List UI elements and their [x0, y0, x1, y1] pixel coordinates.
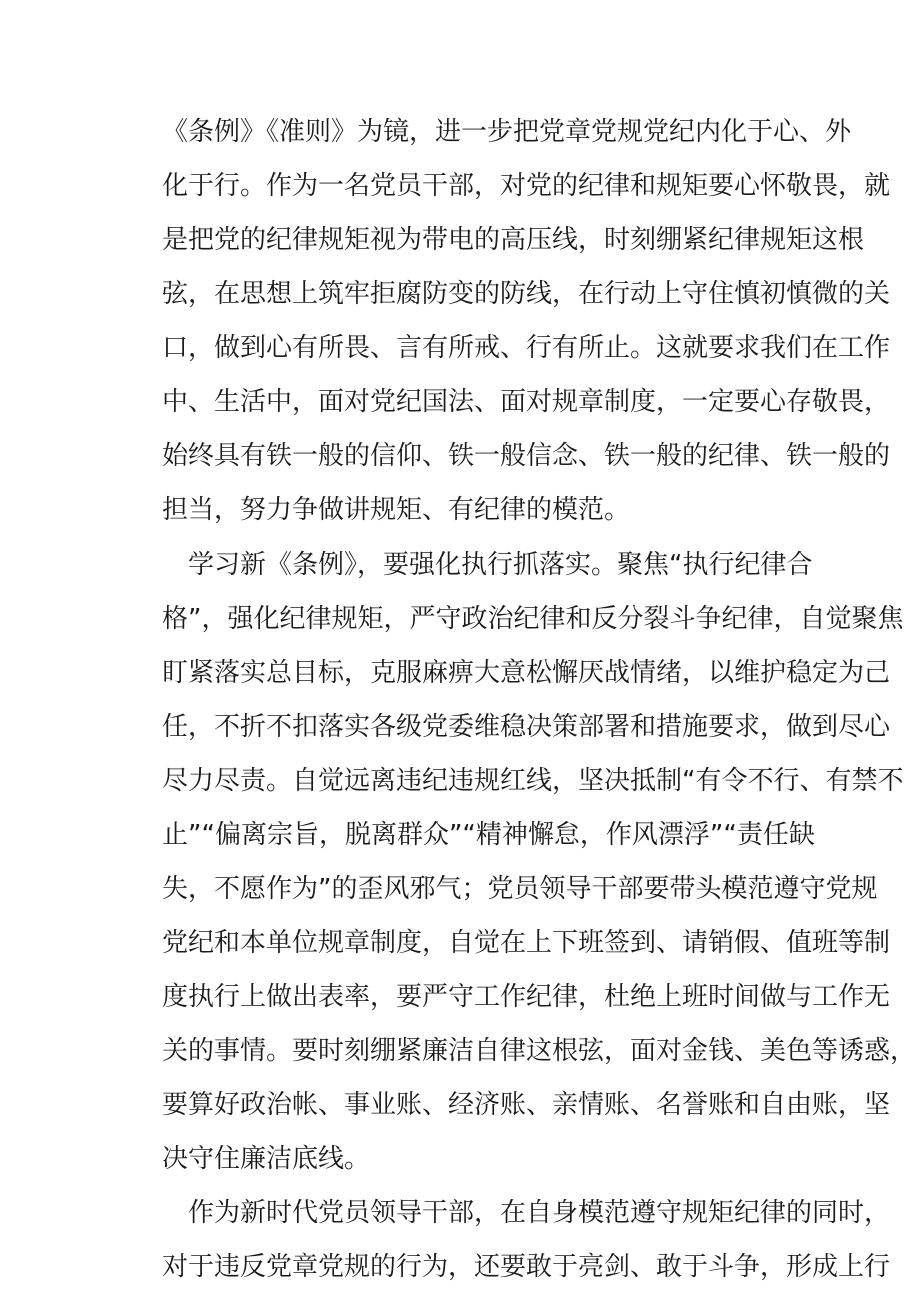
- text-line: 止”“偏离宗旨，脱离群众”“精神懈怠，作风漂浮”“责任缺: [162, 820, 815, 850]
- text-line: 作为新时代党员领导干部，在自身模范遵守规矩纪律的同时，: [188, 1198, 891, 1228]
- text-line: 是把党的纪律规矩视为带电的高压线，时刻绷紧纪律规矩这根: [162, 225, 865, 255]
- text-line: 失，不愿作为”的歪风邪气；党员领导干部要带头模范遵守党规: [162, 874, 878, 904]
- text-line: 担当，努力争做讲规矩、有纪律的模范。: [162, 495, 631, 525]
- text-line: 度执行上做出表率，要严守工作纪律，杜绝上班时间做与工作无: [162, 982, 891, 1012]
- text-line: 中、生活中，面对党纪国法、面对规章制度，一定要心存敬畏，: [162, 387, 891, 417]
- text-line: 尽力尽责。自觉远离违纪违规红线，坚决抵制“有令不行、有禁不: [162, 766, 904, 796]
- text-line: 《条例》《准则》为镜，进一步把党章党规党纪内化于心、外: [162, 117, 852, 147]
- text-line: 任，不折不扣落实各级党委维稳决策部署和措施要求，做到尽心: [162, 712, 891, 742]
- text-line: 始终具有铁一般的信仰、铁一般信念、铁一般的纪律、铁一般的: [162, 441, 891, 471]
- text-line: 决守住廉洁底线。: [162, 1144, 371, 1174]
- text-line: 弦，在思想上筑牢拒腐防变的防线，在行动上守住慎初慎微的关: [162, 279, 891, 309]
- text-line: 关的事情。要时刻绷紧廉洁自律这根弦，面对金钱、美色等诱惑，: [162, 1036, 917, 1066]
- text-line: 学习新《条例》，要强化执行抓落实。聚焦“执行纪律合: [188, 550, 813, 580]
- text-line: 党纪和本单位规章制度，自觉在上下班签到、请销假、值班等制: [162, 928, 891, 958]
- text-line: 对于违反党章党规的行为，还要敢于亮剑、敢于斗争，形成上行: [162, 1252, 891, 1282]
- text-line: 盯紧落实总目标，克服麻痹大意松懈厌战情绪，以维护稳定为己: [162, 658, 891, 688]
- text-line: 口，做到心有所畏、言有所戒、行有所止。这就要求我们在工作: [162, 333, 891, 363]
- text-line: 要算好政治帐、事业账、经济账、亲情账、名誉账和自由账，坚: [162, 1090, 891, 1120]
- text-line: 化于行。作为一名党员干部，对党的纪律和规矩要心怀敬畏，就: [162, 171, 891, 201]
- text-line: 格”，强化纪律规矩，严守政治纪律和反分裂斗争纪律，自觉聚焦: [162, 604, 904, 634]
